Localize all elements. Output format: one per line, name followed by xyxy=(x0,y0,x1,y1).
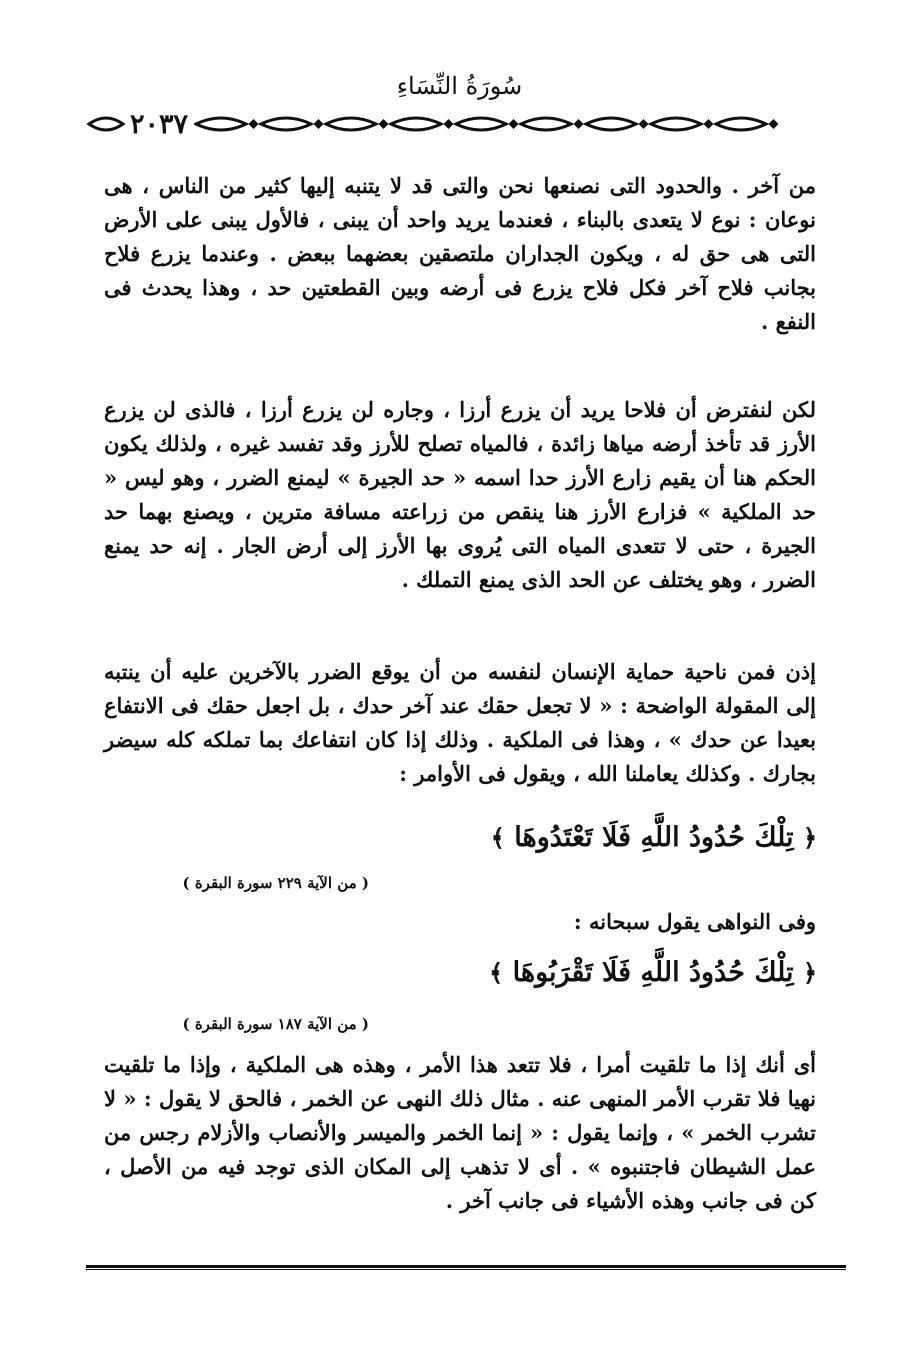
chain-diamond-icon xyxy=(704,119,714,129)
verse-2-reference: ( من الآية ١٨٧ سورة البقرة ) xyxy=(182,1015,369,1033)
paragraph-4: وفى النواهى يقول سبحانه : xyxy=(573,909,816,934)
chain-link-icon xyxy=(716,118,766,130)
chain-link-icon xyxy=(391,118,441,130)
quran-verse-1 xyxy=(491,822,817,853)
chain-link-icon xyxy=(196,118,246,130)
chain-diamond-icon xyxy=(639,119,649,129)
paragraph-2: لكن لنفترض أن فلاحا يريد أن يزرع أرزا ، وجاره لن يزرع أرزا ، فالذى لن يزرع الأرز قد تأخذ أرضه مياها زائدة ، فالمياه تصلح للأرز وقد تفسد غيره ، ولذلك يكون الحكم هنا أن يقيم زارع الأرز حدا اسمه « حد الجيرة » ليمنع الضرر ، وهو ليس « حد الملكية » فزارع الأرز هنا ينقص من زراعته مسافة مترين ، ويصنع بهما حد الجيرة ، حتى لا تتعدى المياه التى يُروى بها الأرز إلى أرض الجار . إنه حد يمنع الضرر ، وهو يختلف عن الحد الذى يمنع التملك . xyxy=(104,397,816,592)
verse-1-reference: ( من الآية ٢٢٩ سورة البقرة ) xyxy=(182,874,369,892)
header-rule xyxy=(86,110,846,138)
chain-diamond-icon xyxy=(379,119,389,129)
chain-link-icon xyxy=(261,118,311,130)
chain-ornament-icon xyxy=(86,113,126,135)
paragraph-5: أى أنك إذا ما تلقيت أمرا ، فلا تتعد هذا الأمر ، وهذه هى الملكية ، وإذا ما تلقيت نهيا فلا تقرب الأمر المنهى عنه . مثال ذلك النهى عن الخمر ، فالحق لا يقول : « لا تشرب الخمر » ، وإنما يقول : « إنما الخمر والميسر والأنصاب والأزلام رجس من عمل الشيطان فاجتنبوه » . أى لا تذهب إلى المكان الذى توجد فيه من الأصل ، كن فى جانب وهذه الأشياء فى جانب آخر . xyxy=(104,1052,816,1213)
verse-close-bracket-icon: ﴾ xyxy=(489,958,504,987)
chain-diamond-icon xyxy=(444,119,454,129)
chain-diamond-icon xyxy=(574,119,584,129)
paragraph-3: إذن فمن ناحية حماية الإنسان لنفسه من أن يوقع الضرر بالآخرين عليه أن ينتبه إلى المقولة الواضحة : « لا تجعل حقك عند آخر حدك ، بل اجعل حقك فى الانتفاع بعيدا عن حدك » ، وهذا فى الملكية . وذلك إذا كان انتفاعك بما تملكه كله سيضر بجارك . وكذلك يعاملنا الله ، ويقول فى الأوامر : xyxy=(104,659,816,786)
chain-diamond-icon xyxy=(249,119,259,129)
verse-open-bracket-icon: ﴿ xyxy=(802,823,817,852)
chain-diamond-icon xyxy=(314,119,324,129)
quran-verse-2 xyxy=(489,957,817,988)
chain-diamond-icon xyxy=(509,119,519,129)
paragraph-1: من آخر . والحدود التى نصنعها نحن والتى قد لا يتنبه إليها كثير من الناس ، هى نوعان : نوع لا يتعدى بالبناء ، فعندما يريد واحد أن يبنى ، فالأول يبنى على الأرض التى هى حق له ، ويكون الجداران ملتصقين بعضهما ببعض . وعندما يزرع فلاح بجانب فلاح آخر فكل فلاح يزرع فى أرضه وبين القطعتين حد ، وهذا يحدث فى النفع . xyxy=(104,173,816,334)
footer-rule xyxy=(86,1265,846,1270)
chain-link-icon xyxy=(326,118,376,130)
verse-open-bracket-icon: ﴿ xyxy=(802,958,817,987)
chain-link-icon xyxy=(651,118,701,130)
verse-close-bracket-icon: ﴾ xyxy=(490,823,505,852)
chain-link-icon xyxy=(521,118,571,130)
chain-link-icon xyxy=(586,118,636,130)
chain-border-icon xyxy=(194,113,824,135)
page-number: ٢٠٣٧ xyxy=(130,108,189,140)
verse-1-text: تِلْكَ حُدُودُ اللَّهِ فَلَا تَعْتَدُوهَا xyxy=(514,822,794,853)
chain-diamond-icon xyxy=(769,119,779,129)
surah-title: سُورَةُ النِّسَاءِ xyxy=(396,72,523,100)
chain-link-icon xyxy=(456,118,506,130)
verse-2-text: تِلْكَ حُدُودُ اللَّهِ فَلَا تَقْرَبُوهَا xyxy=(512,957,794,988)
